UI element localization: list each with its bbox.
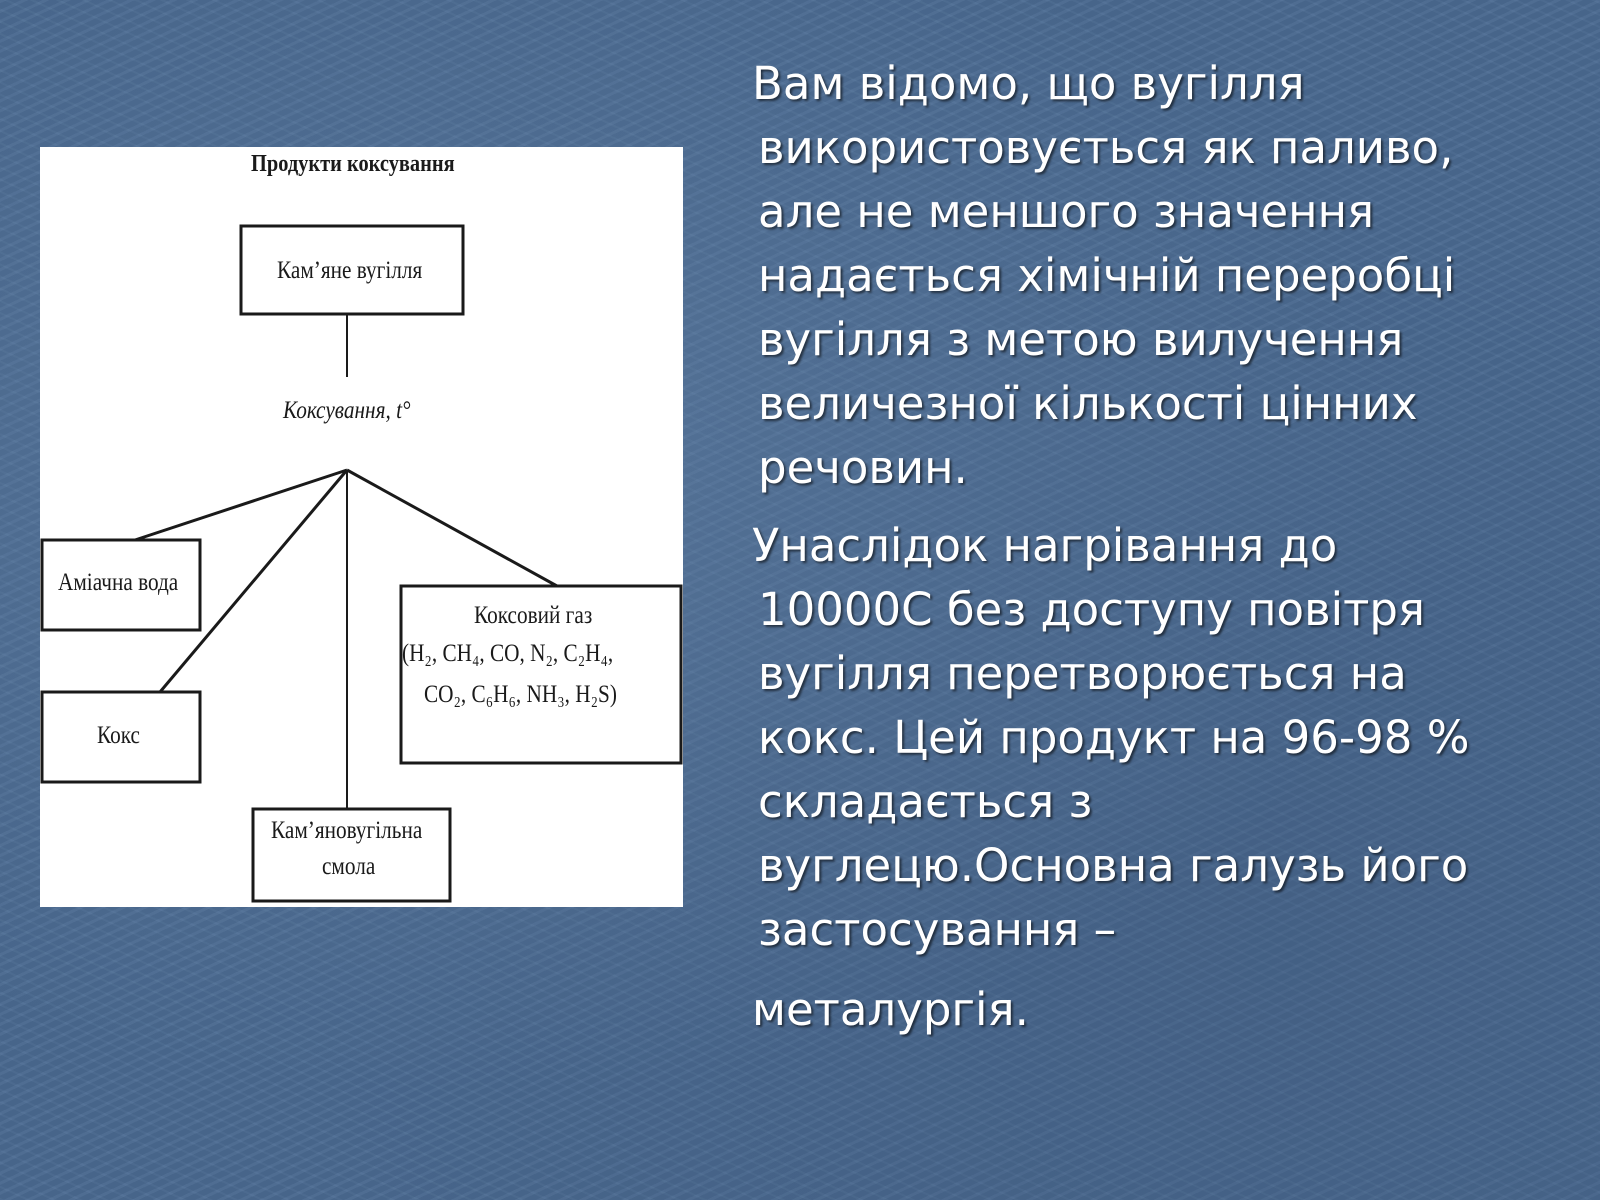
paragraph-coking bbox=[748, 514, 1508, 1042]
source-label: Кам’яне вугілля bbox=[277, 257, 423, 284]
coke-gas-formula-line2: CO₂, C₆H₆, NH₃, H₂S) bbox=[424, 681, 617, 708]
coke-gas-formula-line1: (H₂, CH₄, CO, N₂, C₂H₄, bbox=[402, 640, 614, 667]
branch-ammonia-water bbox=[135, 470, 347, 540]
ammonia-water-label: Аміачна вода bbox=[58, 569, 179, 596]
coal-tar-label-line1: Кам’яновугільна bbox=[271, 817, 423, 844]
process-label: Коксування, t° bbox=[283, 397, 411, 424]
branch-coke-gas bbox=[347, 470, 557, 586]
diagram-title: Продукти коксування bbox=[251, 151, 455, 177]
branch-coke bbox=[160, 470, 347, 692]
coke-label: Кокс bbox=[97, 722, 140, 749]
paragraph-coking-end: металургія. bbox=[752, 983, 1029, 1036]
slide-text bbox=[748, 52, 1508, 1042]
coke-gas-label: Коксовий газ bbox=[474, 602, 593, 629]
coking-products-diagram bbox=[40, 147, 683, 907]
paragraph-coking-body: Унаслідок нагрівання до 10000С без доступу повітря вугілля перетворюється на кокс. Цей продукт на 96-98 % складається з вуглецю.Основна галузь його застосування – bbox=[752, 519, 1470, 956]
paragraph-coal-usage: Вам відомо, що вугілля використовується як паливо, але не меншого значення надається хімічній переробці вугілля з метою вилучення величезної кількості цінних речовин. bbox=[752, 57, 1456, 494]
coal-tar-label-line2: смола bbox=[322, 853, 376, 880]
